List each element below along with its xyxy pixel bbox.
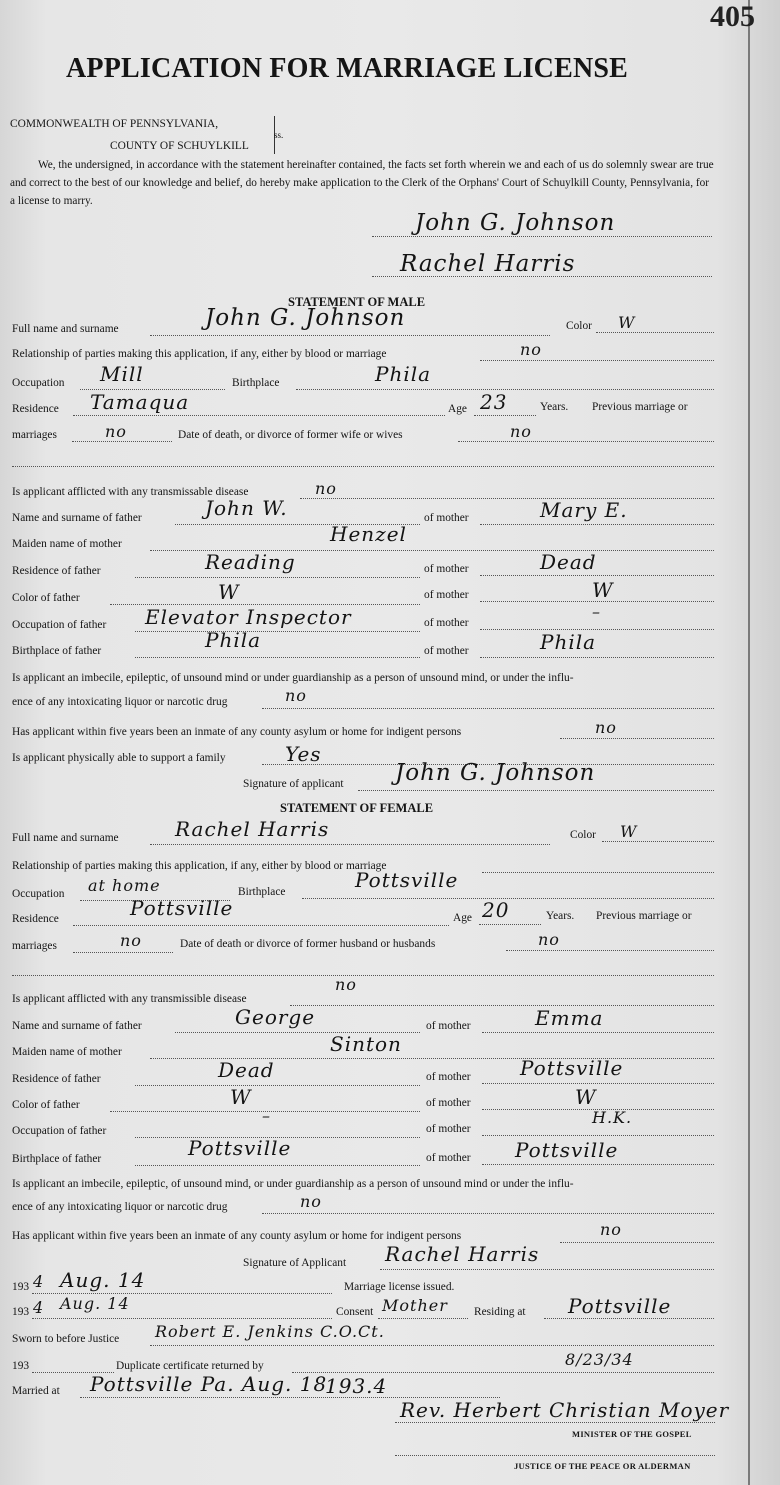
field-line	[290, 1005, 714, 1006]
field-line	[300, 498, 714, 499]
field-line	[73, 925, 449, 926]
male-inmate: no	[595, 718, 617, 737]
male-imbecile: no	[285, 686, 307, 705]
label: Birthplace of father	[12, 645, 102, 657]
field-line	[12, 975, 714, 976]
minister-caption: MINISTER OF THE GOSPEL	[572, 1429, 692, 1439]
field-line	[506, 950, 714, 951]
signature-line	[372, 276, 712, 277]
female-birth-mother: Pottsville	[515, 1138, 619, 1162]
female-disease: no	[335, 975, 357, 994]
male-res-mother: Dead	[540, 550, 597, 574]
label: Name and surname of father	[12, 1020, 142, 1032]
duplicate-date: 8/23/34	[565, 1350, 634, 1369]
female-maiden: Sinton	[330, 1032, 402, 1056]
label: Has applicant within five years been an inmate of any county asylum or home for indigent persons	[12, 726, 462, 738]
top-signature-male: John G. Johnson	[415, 210, 616, 236]
label: Relationship of parties making this application, if any, either by blood or marriage	[12, 860, 387, 872]
male-color-father: W	[218, 580, 240, 604]
label: Age	[448, 403, 467, 415]
year-prefix: 193	[12, 1360, 30, 1372]
female-occupation: at home	[88, 876, 161, 895]
label: of mother	[426, 1097, 471, 1109]
male-birth-father: Phila	[205, 628, 262, 652]
label: Maiden name of mother	[12, 538, 122, 550]
field-line	[480, 360, 714, 361]
label: Residing at	[474, 1306, 526, 1318]
field-line	[395, 1455, 715, 1456]
label: Birthplace	[232, 377, 280, 389]
male-birth-mother: Phila	[540, 630, 597, 654]
female-color: W	[620, 822, 638, 841]
field-line	[72, 441, 172, 442]
intro-paragraph: We, the undersigned, in accordance with the statement hereinafter contained, the facts set forth wherein we and each of us do solemnly swear are true and correct to the best of our knowledge and belief, do hereby make application to the Clerk of the Orphans' Court of Schuylkill County, Pennsylvania, for a license to marry.	[10, 159, 714, 207]
consent-year-digit: 4	[33, 1298, 45, 1317]
label: Is applicant an imbecile, epileptic, of unsound mind, or under guardianship as a person of unsound mind or under the influ-	[12, 1178, 574, 1190]
field-line	[596, 332, 714, 333]
consent-date: Aug. 14	[60, 1294, 130, 1313]
label: Date of death, or divorce of former wife or wives	[178, 429, 403, 441]
issued-year-digit: 4	[33, 1272, 45, 1291]
male-color-mother: W	[592, 578, 614, 602]
label: Color	[566, 320, 592, 332]
label: Occupation of father	[12, 1125, 107, 1137]
label: Full name and surname	[12, 323, 119, 335]
male-color: W	[618, 313, 636, 332]
justice-caption: JUSTICE OF THE PEACE OR ALDERMAN	[514, 1461, 691, 1471]
male-support: Yes	[285, 742, 322, 766]
field-line	[262, 708, 714, 709]
label: marriages	[12, 429, 57, 441]
female-signature: Rachel Harris	[385, 1242, 540, 1266]
label: Previous marriage or	[592, 401, 688, 413]
label: Age	[453, 912, 472, 924]
field-line	[150, 1345, 714, 1346]
male-residence: Tamaqua	[90, 390, 190, 414]
form-title: APPLICATION FOR MARRIAGE LICENSE	[66, 53, 629, 84]
field-line	[480, 524, 714, 525]
female-inmate: no	[600, 1220, 622, 1239]
field-line	[135, 1165, 420, 1166]
female-color-father: W	[230, 1085, 252, 1109]
label: Name and surname of father	[12, 512, 142, 524]
field-line	[395, 1422, 715, 1423]
field-line	[480, 629, 714, 630]
field-line	[262, 1213, 714, 1214]
label: of mother	[426, 1152, 471, 1164]
consent-value: Mother	[382, 1296, 448, 1315]
field-line	[560, 1242, 714, 1243]
field-line	[292, 1372, 714, 1373]
female-death-divorce: no	[538, 930, 560, 949]
female-father-name: George	[235, 1005, 316, 1029]
label: Duplicate certificate returned by	[116, 1360, 264, 1372]
label: Relationship of parties making this application, if any, either by blood or marriage	[12, 348, 387, 360]
label: Signature of Applicant	[243, 1257, 347, 1269]
male-disease: no	[315, 479, 337, 498]
label: Is applicant afflicted with any transmissable disease	[12, 486, 249, 498]
label: of mother	[424, 563, 469, 575]
label: Is applicant an imbecile, epileptic, of unsound mind or under guardianship as a person of unsound mind, or under the influ-	[12, 672, 574, 684]
male-mother-name: Mary E.	[540, 498, 628, 522]
field-line	[482, 1032, 714, 1033]
field-line	[135, 1085, 420, 1086]
field-line	[602, 841, 714, 842]
female-heading: STATEMENT OF FEMALE	[280, 801, 434, 815]
label: Consent	[336, 1306, 374, 1318]
field-line	[135, 657, 420, 658]
male-occ-mother: –	[592, 602, 601, 621]
field-line	[12, 466, 714, 467]
label: Is applicant physically able to support a family	[12, 752, 226, 764]
label: ence of any intoxicating liquor or narcotic drug	[12, 696, 228, 708]
field-line	[150, 844, 550, 845]
label: Occupation of father	[12, 619, 107, 631]
label: Marriage license issued.	[344, 1281, 455, 1293]
page-number: 405	[710, 0, 755, 33]
label: Date of death or divorce of former husband or husbands	[180, 938, 436, 950]
male-occupation: Mill	[100, 362, 144, 386]
year-prefix: 193	[12, 1306, 30, 1318]
label: of mother	[426, 1020, 471, 1032]
male-death-divorce: no	[510, 422, 532, 441]
issued-date: Aug. 14	[60, 1268, 146, 1292]
field-line	[135, 577, 420, 578]
label: Occupation	[12, 377, 65, 389]
label: Color of father	[12, 1099, 80, 1111]
ss-label: ss.	[274, 130, 284, 140]
female-marriages: no	[120, 931, 142, 950]
label: of mother	[424, 589, 469, 601]
field-line	[32, 1318, 332, 1319]
female-res-father: Dead	[218, 1058, 275, 1082]
female-mother-name: Emma	[535, 1006, 604, 1030]
male-maiden: Henzel	[330, 522, 407, 546]
label: Has applicant within five years been an inmate of any county asylum or home for indigent persons	[12, 1230, 462, 1242]
female-birthplace: Pottsville	[355, 868, 459, 892]
label: Full name and surname	[12, 832, 119, 844]
label: Birthplace	[238, 886, 286, 898]
label: of mother	[426, 1071, 471, 1083]
field-line	[378, 1318, 468, 1319]
field-line	[482, 1135, 714, 1136]
female-occ-father: –	[262, 1106, 271, 1125]
page-edge	[748, 0, 750, 1485]
field-line	[135, 631, 420, 632]
field-line	[482, 1083, 714, 1084]
label: of mother	[424, 617, 469, 629]
female-residence: Pottsville	[130, 896, 234, 920]
label: ence of any intoxicating liquor or narcotic drug	[12, 1201, 228, 1213]
female-occ-mother: H.K.	[592, 1108, 633, 1127]
label: Occupation	[12, 888, 65, 900]
field-line	[73, 415, 445, 416]
county-label: COUNTY OF SCHUYLKILL	[110, 140, 249, 152]
female-res-mother: Pottsville	[520, 1056, 624, 1080]
label: Residence	[12, 913, 59, 925]
field-line	[479, 924, 541, 925]
male-res-father: Reading	[205, 550, 296, 574]
label: Years.	[540, 401, 569, 413]
field-line	[474, 415, 536, 416]
label: Previous marriage or	[596, 910, 692, 922]
label: Residence of father	[12, 565, 101, 577]
field-line	[480, 575, 714, 576]
field-line	[150, 335, 550, 336]
residing-value: Pottsville	[568, 1294, 672, 1318]
label: Is applicant afflicted with any transmissible disease	[12, 993, 247, 1005]
male-full-name: John G. Johnson	[205, 305, 406, 331]
year-prefix: 193	[12, 1281, 30, 1293]
female-color-mother: W	[575, 1085, 597, 1109]
label: of mother	[426, 1123, 471, 1135]
male-heading: STATEMENT OF MALE	[288, 295, 426, 309]
field-line	[480, 657, 714, 658]
label: of mother	[424, 512, 469, 524]
field-line	[358, 790, 714, 791]
commonwealth-label: COMMONWEALTH OF PENNSYLVANIA,	[10, 118, 219, 130]
field-line	[380, 1269, 714, 1270]
label: Married at	[12, 1385, 60, 1397]
field-line	[482, 1164, 714, 1165]
female-imbecile: no	[300, 1192, 322, 1211]
label: marriages	[12, 940, 57, 952]
field-line	[73, 952, 173, 953]
male-father-name: John W.	[205, 496, 288, 520]
label: Residence	[12, 403, 59, 415]
married-year: 193.4	[325, 1374, 388, 1398]
top-signature-female: Rachel Harris	[400, 251, 576, 277]
married-place: Pottsville Pa. Aug. 18	[90, 1372, 328, 1396]
label: Residence of father	[12, 1073, 101, 1085]
male-marriages: no	[105, 422, 127, 441]
male-signature: John G. Johnson	[395, 760, 596, 786]
label: Birthplace of father	[12, 1153, 102, 1165]
male-relationship: no	[520, 340, 542, 359]
label: Signature of applicant	[243, 778, 344, 790]
label: Color	[570, 829, 596, 841]
male-occ-father: Elevator Inspector	[145, 605, 352, 629]
sworn-value: Robert E. Jenkins C.O.Ct.	[155, 1322, 385, 1341]
signature-line	[372, 236, 712, 237]
label: Sworn to before Justice	[12, 1333, 120, 1345]
field-line	[458, 441, 714, 442]
female-age: 20	[482, 898, 510, 922]
officiant-signature: Rev. Herbert Christian Moyer	[400, 1398, 730, 1422]
label: Color of father	[12, 592, 80, 604]
label: Maiden name of mother	[12, 1046, 122, 1058]
male-birthplace: Phila	[375, 362, 432, 386]
label: of mother	[424, 645, 469, 657]
field-line	[482, 872, 714, 873]
field-line	[544, 1318, 714, 1319]
female-full-name: Rachel Harris	[175, 817, 330, 841]
field-line	[560, 738, 714, 739]
label: Years.	[546, 910, 575, 922]
male-age: 23	[480, 390, 508, 414]
female-birth-father: Pottsville	[188, 1136, 292, 1160]
